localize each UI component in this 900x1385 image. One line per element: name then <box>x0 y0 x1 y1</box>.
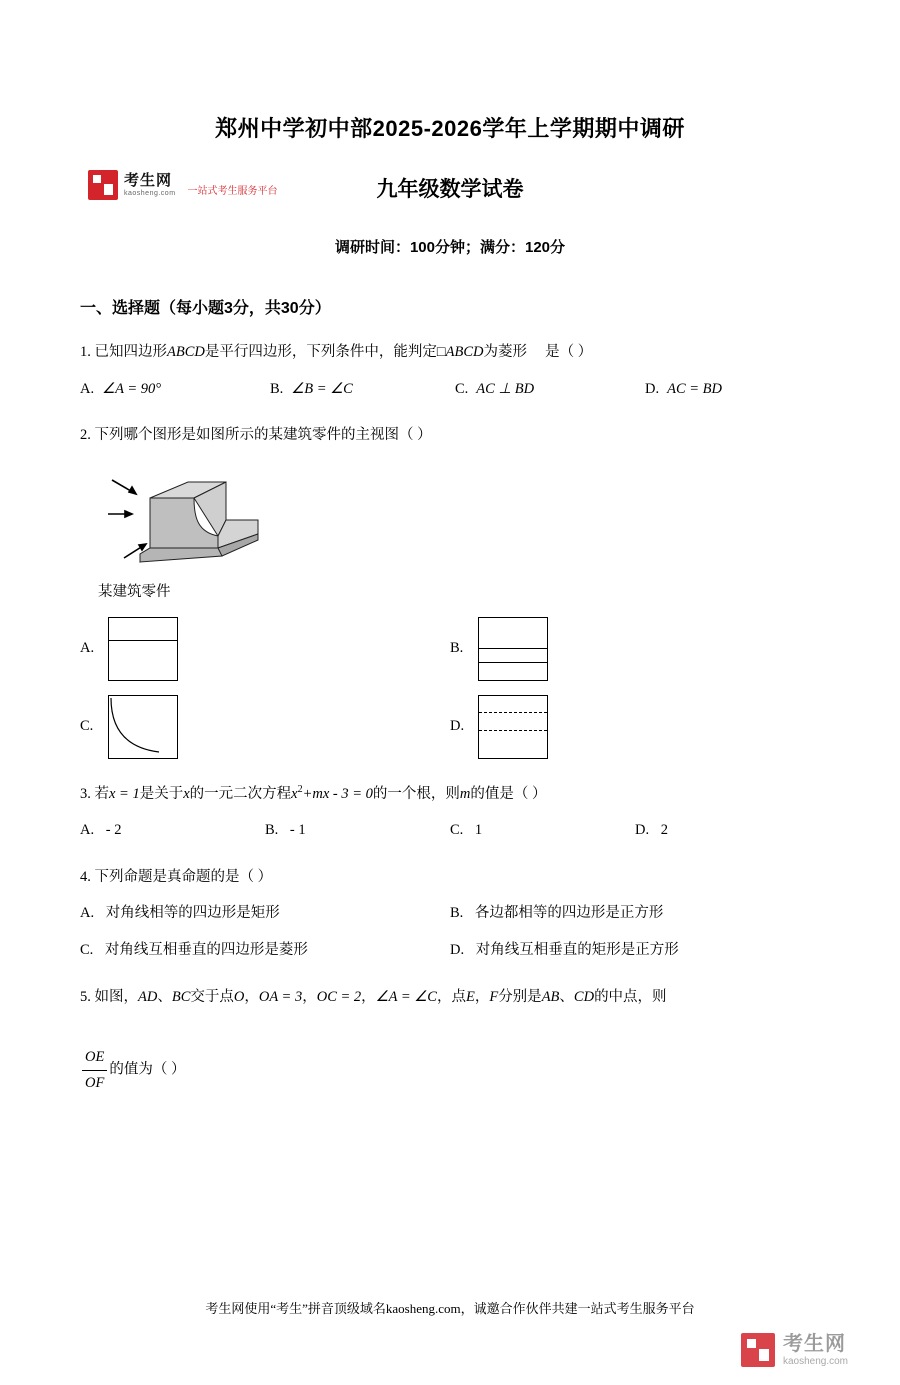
q1-option-a-math: ∠A = 90° <box>102 380 162 397</box>
q3-exponent: 2 <box>297 783 303 795</box>
q3-option-c-label: C. <box>450 822 464 839</box>
watermark-logo-icon <box>741 1333 775 1367</box>
q2-c-curve <box>109 696 175 756</box>
q2-option-b-figure <box>478 617 548 681</box>
q3-equation-2: +mx - 3 = 0 <box>302 785 373 802</box>
exam-meta: 调研时间：100分钟；满分：120分 <box>334 239 566 256</box>
question-2-options <box>80 617 820 759</box>
q4-option-b[interactable] <box>450 901 820 926</box>
q2-options-row-1 <box>80 617 820 681</box>
q1-option-c-math: AC ⊥ BD <box>476 380 535 397</box>
page-title: 郑州中学初中部2025-2026学年上学期期中调研 <box>215 116 685 141</box>
question-5-fraction-line <box>80 1045 820 1095</box>
logo-name-cn: 考生网 <box>124 172 173 189</box>
building-part-svg <box>102 462 292 574</box>
q4-option-a-text: 对角线相等的四边形是矩形 <box>105 905 280 922</box>
q1-option-d-label: D. <box>645 380 660 397</box>
question-4-options-row-1 <box>80 901 820 926</box>
question-3-stem <box>80 781 820 806</box>
question-1 <box>80 340 820 401</box>
q1-option-a[interactable] <box>80 377 270 402</box>
q5-fraction <box>82 1045 107 1095</box>
q3-mid1: 是关于 <box>139 785 184 802</box>
q5-fraction-denominator: OF <box>85 1074 105 1091</box>
q5-comma-5: ， <box>474 988 490 1005</box>
q5-p1: 5. 如图， <box>80 988 138 1005</box>
q5-comma-3: ， <box>361 988 376 1005</box>
building-part-caption: 某建筑零件 <box>98 583 171 600</box>
q3-option-c[interactable] <box>450 818 635 843</box>
logo-mark-icon <box>88 170 118 200</box>
q4-option-d[interactable] <box>450 938 820 963</box>
q1-option-b-math: ∠B = ∠C <box>291 380 353 397</box>
logo-name-en: kaosheng.com <box>124 190 176 197</box>
watermark <box>741 1333 848 1367</box>
q5-p2: 交于点 <box>190 988 234 1005</box>
q2-option-b[interactable] <box>450 617 820 681</box>
q2-d-dashed-2 <box>479 730 547 731</box>
question-5 <box>80 985 820 1096</box>
q3-option-a[interactable] <box>80 818 265 843</box>
q5-fraction-numerator: OE <box>82 1045 107 1071</box>
q1-box-icon: □ <box>436 344 446 360</box>
q5-p5: 的值为（ ） <box>109 1061 186 1078</box>
q3-mid2: 的一元二次方程 <box>189 785 292 802</box>
q1-option-c[interactable] <box>455 377 645 402</box>
question-4-stem: 4. 下列命题是真命题的是（ ） <box>80 868 273 885</box>
q4-option-a-label: A. <box>80 905 95 922</box>
q2-option-b-label: B. <box>450 640 464 657</box>
q3-option-c-text: 1 <box>474 822 483 839</box>
q3-option-b[interactable] <box>265 818 450 843</box>
building-part-figure <box>102 462 292 574</box>
q2-option-d-figure <box>478 695 548 759</box>
q1-option-d[interactable] <box>645 377 722 402</box>
q5-ab: AB <box>541 988 560 1005</box>
q2-option-a-figure <box>108 617 178 681</box>
q4-option-c[interactable] <box>80 938 450 963</box>
question-4 <box>80 865 820 963</box>
question-3-options <box>80 818 820 843</box>
q2-option-d-label: D. <box>450 718 465 735</box>
q4-option-c-label: C. <box>80 941 94 958</box>
q1-text-a: 1. 已知四边形 <box>80 344 167 360</box>
question-5-stem <box>80 985 820 1010</box>
q5-oc: OC = 2 <box>316 988 362 1005</box>
q2-option-c-figure <box>108 695 178 759</box>
logo-text <box>124 173 176 197</box>
question-2 <box>80 423 820 758</box>
q3-mid3: 的一个根，则 <box>372 785 460 802</box>
q3-prefix: 3. 若 <box>80 785 109 802</box>
q2-a-divider <box>109 640 177 641</box>
q3-option-b-label: B. <box>265 822 279 839</box>
q1-text-c: 为菱形 <box>483 344 527 360</box>
q4-option-d-text: 对角线互相垂直的矩形是正方形 <box>475 941 679 958</box>
q3-option-a-label: A. <box>80 822 95 839</box>
site-logo <box>88 170 278 200</box>
q1-option-a-label: A. <box>80 380 95 397</box>
page-footer: 考生网使用“考生”拼音顶级域名kaosheng.com，诚邀合作伙伴共建一站式考生服务平台 <box>205 1301 695 1316</box>
page-subtitle: 九年级数学试卷 <box>376 178 524 201</box>
q4-option-d-label: D. <box>450 941 465 958</box>
q5-bc: BC <box>171 988 191 1005</box>
q5-p3: 分别是 <box>498 988 542 1005</box>
q2-option-a[interactable] <box>80 617 450 681</box>
q2-b-divider-1 <box>479 648 547 649</box>
q5-comma-4: ，点 <box>436 988 466 1005</box>
q2-option-a-label: A. <box>80 640 95 657</box>
question-2-stem: 2. 下列哪个图形是如图所示的某建筑零件的主视图（ ） <box>80 427 432 444</box>
q4-option-a[interactable] <box>80 901 450 926</box>
q2-option-d[interactable] <box>450 695 820 759</box>
q2-b-divider-2 <box>479 662 547 663</box>
question-3 <box>80 781 820 843</box>
q1-option-b[interactable] <box>270 377 455 402</box>
q1-option-b-label: B. <box>270 380 284 397</box>
q5-comma-2: ， <box>302 988 317 1005</box>
q5-dun-2: 、 <box>559 988 574 1005</box>
q1-abcd: ABCD <box>167 344 205 360</box>
question-4-options-row-2 <box>80 938 820 963</box>
q3-suffix: 的值是（ ） <box>470 785 547 802</box>
q5-e: E <box>465 988 475 1005</box>
q4-option-c-text: 对角线互相垂直的四边形是菱形 <box>104 941 308 958</box>
q2-d-dashed-1 <box>479 712 547 713</box>
q5-ad: AD <box>138 988 158 1005</box>
q3-option-d[interactable] <box>635 818 820 843</box>
watermark-name-cn: 考生网 <box>782 1332 846 1355</box>
q4-option-b-label: B. <box>450 905 464 922</box>
q3-eq1: x = 1 <box>109 785 140 802</box>
q2-option-c-label: C. <box>80 718 94 735</box>
q1-option-c-label: C. <box>455 380 469 397</box>
q5-dun-1: 、 <box>157 988 172 1005</box>
q5-angle: ∠A = ∠C <box>375 988 437 1005</box>
q1-text-b: 是平行四边形，下列条件中，能判定 <box>204 344 437 360</box>
exam-paper-page <box>0 112 900 1385</box>
watermark-name-en: kaosheng.com <box>782 1355 848 1367</box>
q1-option-d-math: AC = BD <box>667 380 723 397</box>
question-1-options <box>80 377 820 402</box>
q5-cd: CD <box>573 988 595 1005</box>
q2-option-c[interactable] <box>80 695 450 759</box>
q3-var-m: m <box>459 785 471 802</box>
q3-option-a-text: - 2 <box>105 822 122 839</box>
watermark-text <box>783 1334 848 1367</box>
q1-abcd-2: ABCD <box>445 344 484 360</box>
q4-option-b-text: 各边都相等的四边形是正方形 <box>474 905 664 922</box>
q2-options-row-2 <box>80 695 820 759</box>
q3-option-d-text: 2 <box>660 822 668 839</box>
q3-option-d-label: D. <box>635 822 650 839</box>
q5-f: F <box>489 988 499 1005</box>
q5-oa: OA = 3 <box>258 988 303 1005</box>
q3-option-b-text: - 1 <box>289 822 306 839</box>
q5-o: O <box>233 988 245 1005</box>
q1-text-d: 是（ ） <box>545 344 593 360</box>
q3-equation: x <box>291 785 298 802</box>
section-heading-choice: 一、选择题（每小题3分，共30分） <box>80 300 331 317</box>
q5-p4: 的中点，则 <box>594 988 667 1005</box>
q3-var-x: x <box>183 785 190 802</box>
question-1-stem <box>80 340 820 365</box>
logo-slogan: 一站式考生服务平台 <box>187 186 278 197</box>
q5-comma-1: ， <box>244 988 259 1005</box>
